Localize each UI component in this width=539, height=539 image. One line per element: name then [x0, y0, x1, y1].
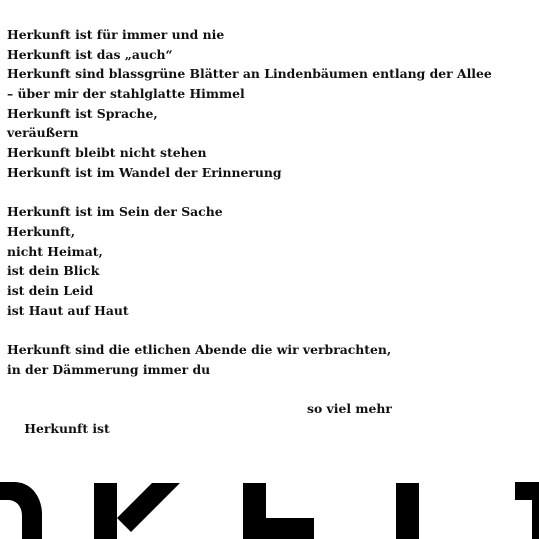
poem-line: ist dein Blick	[7, 263, 100, 279]
final-line-left: Herkunft ist	[24, 420, 110, 436]
poem-line: Herkunft,	[7, 223, 76, 239]
stanza-break	[7, 320, 532, 340]
poem-line: Herkunft ist für immer und nie	[7, 27, 225, 42]
letterform-left	[0, 482, 42, 539]
letterform-right	[515, 482, 539, 539]
poem-line: Herkunft sind blassgrüne Blätter an Lindenbäumen entlang der Allee	[7, 66, 492, 82]
poem-line: in der Dämmerung immer du	[7, 361, 211, 377]
stanza-break	[7, 379, 532, 399]
poem-line: Herkunft ist im Sein der Sache	[7, 204, 223, 220]
poem-line: Herkunft ist das „auch“	[7, 46, 173, 62]
poem-line: Herkunft bleibt nicht stehen	[7, 145, 207, 161]
poem-line: veräußern	[7, 125, 79, 141]
poem-line: Herkunft ist Sprache,	[7, 105, 158, 121]
poem-line: – über mir der stahlglatte Himmel	[7, 86, 245, 102]
poem-line: ist dein Leid	[7, 282, 94, 298]
poem-line: Herkunft sind die etlichen Abende die wir verbrachten,	[7, 342, 392, 357]
letterforms-svg	[0, 478, 539, 539]
poem-line: Herkunft ist im Wandel der Erinnerung	[7, 164, 282, 180]
poem-text	[7, 25, 532, 436]
letterform-l-foot	[243, 518, 314, 539]
poem-line: ist Haut auf Haut	[7, 302, 129, 318]
final-line-right: so viel mehr	[307, 401, 392, 417]
letterform-i	[396, 483, 419, 539]
stanza-3	[7, 340, 532, 379]
poem-line: nicht Heimat,	[7, 243, 103, 259]
stanza-1	[7, 25, 532, 183]
letterform-k-arm	[117, 483, 180, 532]
cropped-letterforms-graphic	[0, 478, 539, 539]
stanza-2	[7, 202, 532, 320]
stanza-break	[7, 183, 532, 203]
letterform-k-stem	[94, 483, 117, 539]
final-line	[7, 399, 532, 436]
